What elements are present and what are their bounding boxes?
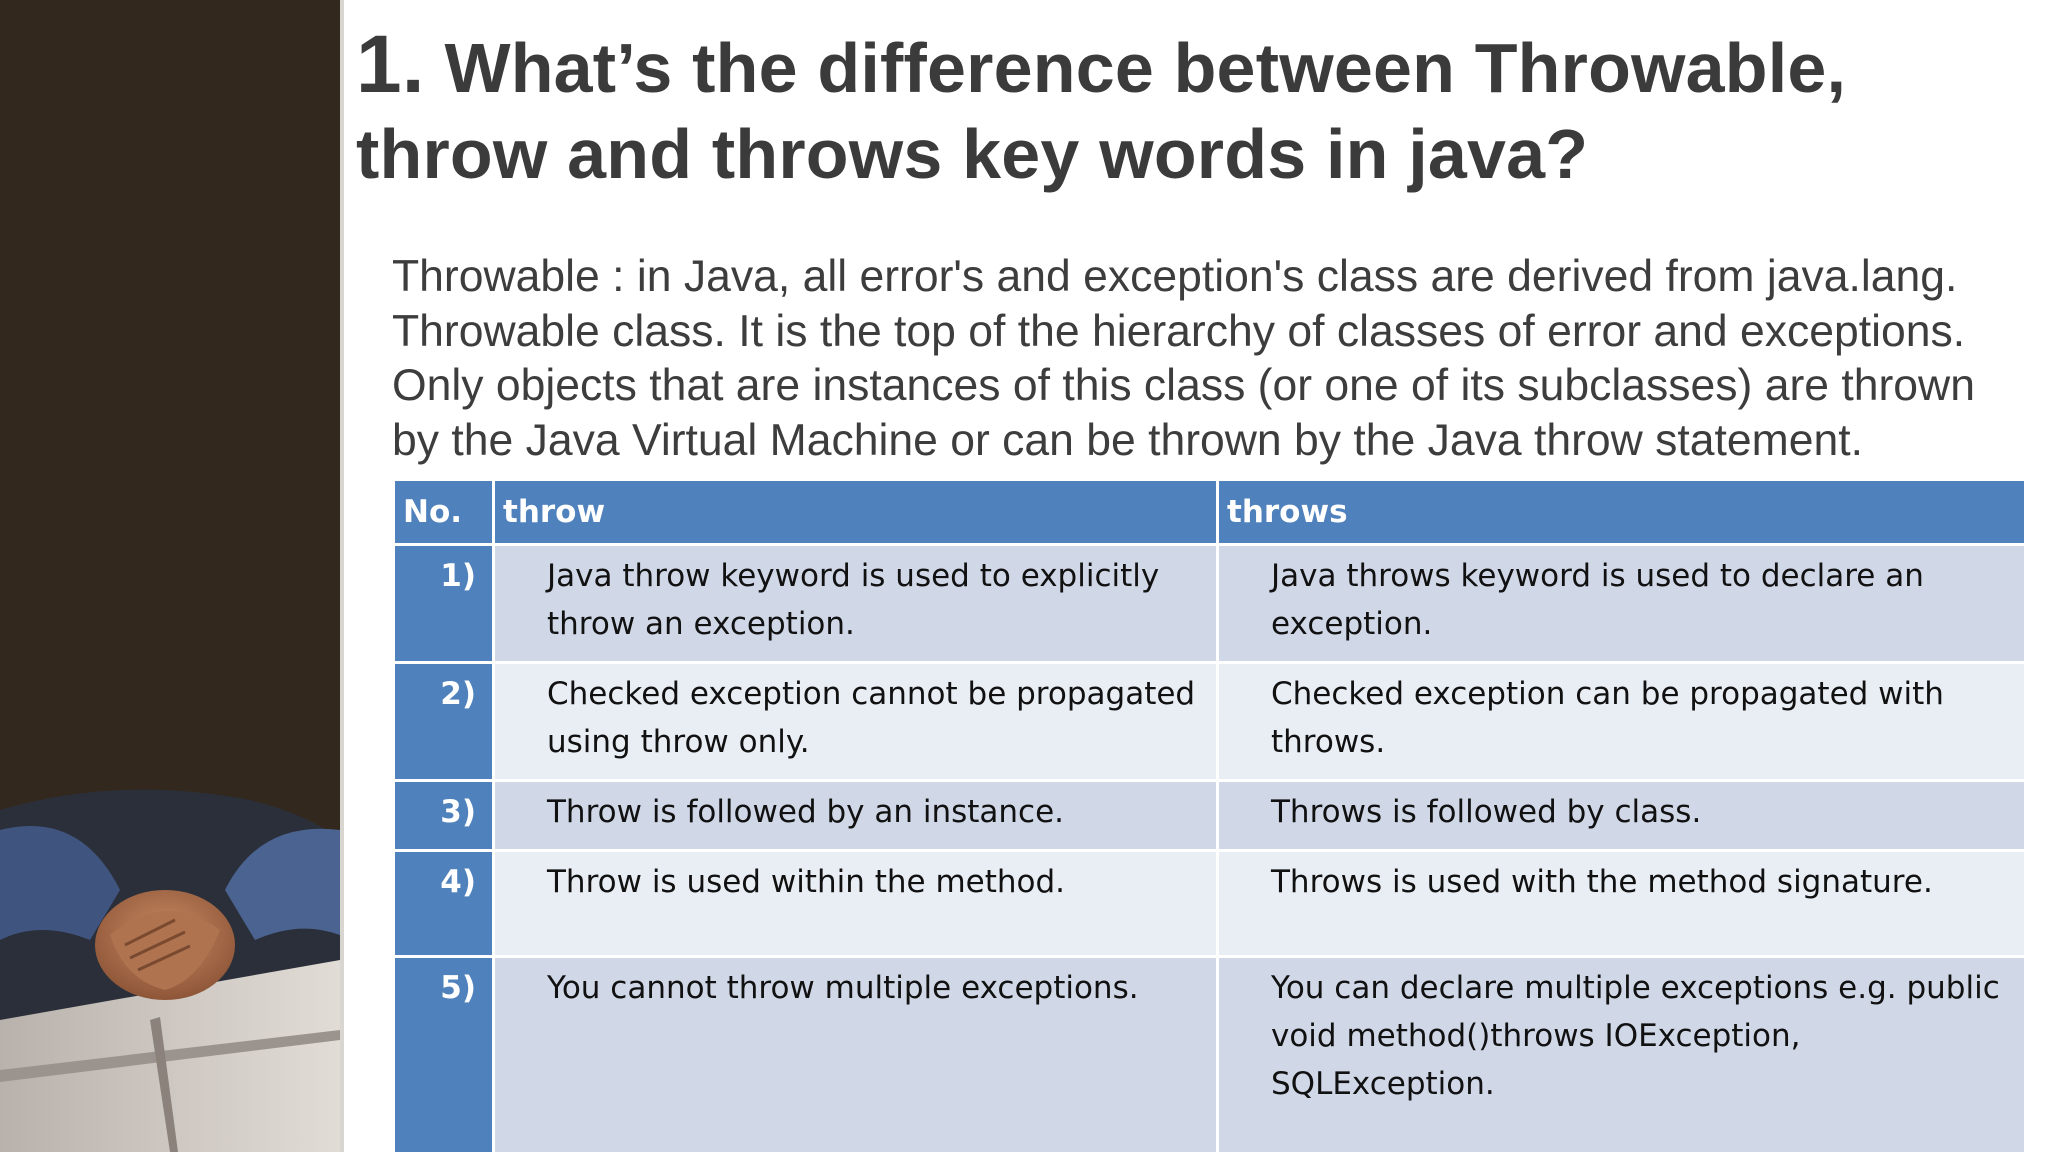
hands-on-book-photo <box>0 770 340 1152</box>
throws-cell: Checked exception can be propagated with throws. <box>1218 663 2026 781</box>
throw-vs-throws-table <box>392 478 2027 1152</box>
throw-cell: Throw is used within the method. <box>494 851 1218 957</box>
row-number: 1) <box>394 545 494 663</box>
row-number: 3) <box>394 781 494 851</box>
throw-cell: Checked exception cannot be propagated using throw only. <box>494 663 1218 781</box>
throwable-definition: Throwable : in Java, all error's and exception's class are derived from java.lang. Throwable class. It is the top of the hierarchy of classes of error and exceptions. Only objects that are instances of this class (or one of its subclasses) are thrown by the Java Virtual Machine or can be thrown by the Java throw statement. <box>392 252 1975 465</box>
row-number: 5) <box>394 957 494 1152</box>
table-row <box>394 545 2026 663</box>
throws-cell: Throws is used with the method signature. <box>1218 851 2026 957</box>
throws-cell: You can declare multiple exceptions e.g. public void method()throws IOException, SQLException. <box>1218 957 2026 1152</box>
table-row <box>394 663 2026 781</box>
throw-cell: Throw is followed by an instance. <box>494 781 1218 851</box>
table-row <box>394 957 2026 1152</box>
throws-cell: Java throws keyword is used to declare an exception. <box>1218 545 2026 663</box>
title-number: 1. <box>356 19 425 110</box>
table-header-row <box>394 480 2026 545</box>
table-row <box>394 781 2026 851</box>
throws-cell: Throws is followed by class. <box>1218 781 2026 851</box>
throw-cell: Java throw keyword is used to explicitly throw an exception. <box>494 545 1218 663</box>
header-no: No. <box>394 480 494 545</box>
slide-title <box>356 19 2036 197</box>
sidebar-divider <box>340 0 344 1152</box>
sidebar-decoration <box>0 0 340 1152</box>
header-throws: throws <box>1218 480 2026 545</box>
header-throw: throw <box>494 480 1218 545</box>
table-row <box>394 851 2026 957</box>
throw-cell: You cannot throw multiple exceptions. <box>494 957 1218 1152</box>
row-number: 2) <box>394 663 494 781</box>
row-number: 4) <box>394 851 494 957</box>
title-text: What’s the difference between Throwable, throw and throws key words in java? <box>356 29 1847 193</box>
